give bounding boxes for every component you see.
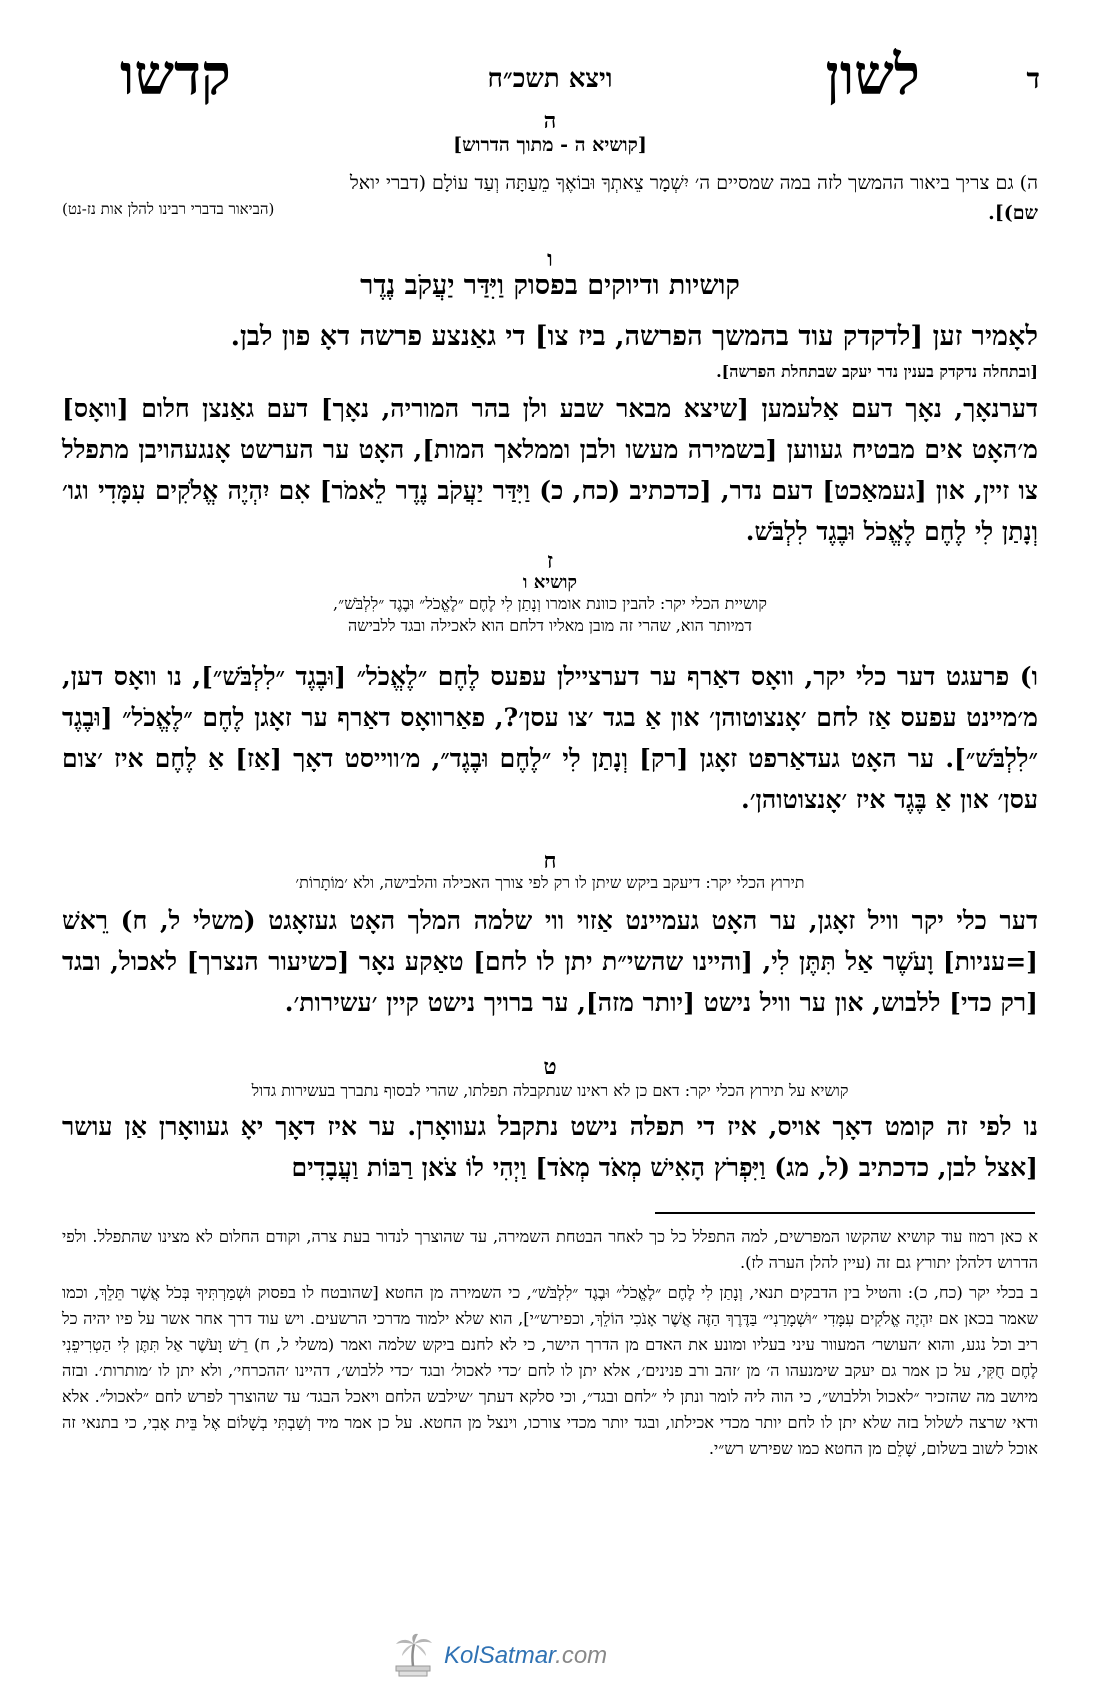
section-v-body — [62, 316, 1038, 552]
section-z-head — [62, 572, 1038, 637]
footnote-a: א כאן רמוז עוד קושיא שהקשו המפרשים, למה התפלל כל כך לאחר הבטחת השמירה, עד שהוצרך לנדור בעת צרה, וקודם החלום לא מצינו שהתפלל. ולפי הדרוש דלהלן יתורץ גם זה (עיין להלן הערה לז). — [62, 1227, 1038, 1272]
section-h-line2-left: (הביאור בדברי רבינו להלן אות נז-נט) — [62, 200, 275, 218]
section-h-subtitle-text: [קושיא ה - מתוך הדרוש] — [453, 134, 647, 156]
section-letter-t: ט — [543, 1054, 557, 1080]
section-t-subtitle: קושיא על תירוץ הכלי יקר: דאם כן לא ראינו שנתקבלה תפלתו, שהרי לבסוף נתברך בעשירות גדול — [251, 1081, 849, 1100]
section-v-p2: דערנאָך, נאָך דעם אַלעמען [שיצא מבאר שבע ולן בהר המוריה, נאָך] דעם גאַנצן חלום [וואָס] מ׳האָט אים מבטיח געווען [בשמירה מעשו ולבן וממלאך המות], האָט ער הערשט אָנגעהויבן מתפלל צו זיין, און [געמאַכט] דעם נדר, [כדכתיב (כח, כ) וַיִּדַּר יַעֲקֹב נֶדֶר לֵאמֹר] אִם יִהְיֶה אֱלֹקִים עִמָּדִי וגו׳ וְנָתַן לִי לֶחֶם לֶאֱכֹל וּבֶגֶד לִלְבֹּשׁ. — [62, 394, 1038, 546]
section-ch-subtitle: תירוץ הכלי יקר: דיעקב ביקש שיתן לו רק לפי צורך האכילה והלבישה, ולא ׳מוֹתָרוֹת׳ — [295, 873, 805, 892]
section-ch-body: דער כלי יקר וויל זאָגן, ער האָט געמיינט אַזוי ווי שלמה המלך האָט געזאָגט (משלי ל, ח) רֵאשׁ [=עניות] וָעֹשֶׁר אַל תִּתֶּן לִי, [והיינו שהשי״ת יתן לו לחם] טאַקע נאָר [כשיעור הנצרך] לאכול, ובגד [רק כדי] ללבוש, און ער וויל נישט [יותר מזה], ער ברויך נישט קיין ׳עשירות׳. — [62, 906, 1038, 1017]
section-t-body: נו לפי זה קומט דאָך אויס, איז די תפלה נישט נתקבל געוואָרן. ער איז דאָך יאָ געוואָרן אַן עושר [אצל לבן, כדכתיב (ל, מג) וַיִּפְרֹץ הָאִישׁ מְאֹד מְאֹד] וַיְהִי לוֹ צֹאן רַבּוֹת וַעֲבָדִים — [62, 1112, 1038, 1182]
section-h-line1: ה) גם צריך ביאור ההמשך לזה במה שמסיים ה׳ יִשְׁמָר צֵאתְךָ וּבוֹאֶךָ מֵעַתָּה וְעַד עוֹלָם (דברי יואל — [349, 172, 1038, 194]
page-number: ד — [1026, 62, 1040, 95]
section-v-p1: לאָמיר זען [לדקדק עוד בהמשך הפרשה, ביז צו] די גאַנצע פרשה דאָ פון לבן. — [230, 321, 1038, 352]
section-z-body: ו) פרעגט דער כלי יקר, וואָס דאַרף ער דערציילן עפעס לֶחֶם ״לֶאֱכֹל״ [וּבֶגֶד ״לִלְבֹּשׁ״], נו וואָס דען, מ׳מיינט עפעס אַז לחם ׳אָנצוטוהן׳ און אַ בגד ׳צו עסן׳?, פאַרוואָס דאַרף ער זאָגן לֶחֶם ״לֶאֱכֹל״ [וּבֶגֶד ״לִלְבֹּשׁ״]. ער האָט געדאַרפט זאָגן [רק] וְנָתַן לִי ״לֶחֶם וּבֶגֶד״, מ׳ווייסט דאָך [אַז] אַ לֶחֶם איז ׳צום עסן׳ און אַ בֶּגֶד איז ׳אָנצוטוהן׳. — [62, 662, 1038, 814]
section-h-line2-right: שם)]. — [988, 202, 1038, 224]
section-letter-ch: ח — [543, 848, 557, 874]
section-letter-v: ו — [547, 246, 553, 272]
section-z-subtitle: קושיא ו — [522, 572, 578, 593]
footnotes — [62, 1224, 1038, 1462]
section-letter-h: ה — [543, 108, 557, 134]
kolsatmar-logo[interactable] — [390, 1630, 607, 1682]
running-title-left: קדשו — [120, 45, 231, 107]
section-h-line2 — [62, 198, 1038, 228]
section-z-note2: דמיותר הוא, שהרי זה מובן מאליו דלחם הוא לאכילה ובגד ללבישה — [348, 616, 752, 635]
running-title-right: לשון — [825, 45, 920, 107]
brand-text: KolSatmar — [444, 1642, 556, 1669]
section-h-body — [62, 168, 1038, 228]
footnote-separator — [655, 1212, 1035, 1214]
section-letter-z: ז — [546, 548, 554, 574]
section-h-subtitle — [62, 134, 1038, 157]
parsha-label: ויצא תשכ״ח — [487, 64, 613, 94]
footnote-b: ב בכלי יקר (כח, כ): והטיל בין הדבקים תנאי, וְנָתַן לִי לֶחֶם ״לֶאֱכֹל״ וּבֶגֶד ״לִלְבֹּשׁ״, כי השמירה מן החטא [שהובטח לו בפסוק וּשְׁמַרְתִּיךָ בְּכֹל אֲשֶׁר תֵּלֵךְ, וכמו שאמר בכאן אם יִהְיֶה אֱלֹקִים עִמָּדִי ״וּשְׁמָרַנִי״ בַּדֶּרֶךְ הַזֶּה אֲשֶׁר אָנֹכִי הוֹלֵךְ, וכפירש״י], הוא שלא ילמוד מדרכי הרשעים. ויש עוד דרך אחר אשר על פיו יהיה כל ריב וכל נגע, והוא ׳העושר׳ המעוור עיני בעליו ומונע את האדם מן הדרך הישר, כי לא לחנם ביקש שלמה ואמר (משלי ל, ח) רֵשׁ וָעֹשֶׁר אַל תִּתֶּן לִי הַטְרִיפֵנִי לֶחֶם חֻקִּי, על כן אמר גם יעקב שימנעהו ה׳ מן ׳זהב ורב פנינים׳, אלא יתן לו לחם ׳כדי לאכול׳ ובגד ׳כדי ללבוש׳, דהיינו ׳ההכרחי׳, ולא יתן לו ׳מותרות׳. ובזה מיושב מה שהזכיר ״לאכול וללבוש״, כי הוה ליה לומר ונתן לי ״לחם ובגד״, וכי סלקא דעתך ׳שילבש הלחם ויאכל הבגד׳ עד שהוצרך לפרש לחם ״לאכול״. אלא ודאי שרצה לשלול בזה שלא יתן לו לחם יותר מכדי אכילתו, ובגד יותר מכדי צורכו, וינצל מן החטא. על כן אמר מיד וְשַׁבְתִּי בְשָׁלוֹם אֶל בֵּית אָבִי, כי בתנאי זה אוכל לשוב בשלום, שָׁלֵם מן החטא כמו שפירש רש״י. — [62, 1283, 1038, 1458]
page-header — [60, 44, 1040, 114]
section-z-note1: קושיית הכלי יקר: להבין כוונת אומרו וְנָתַן לִי לֶחֶם ״לֶאֱכֹל״ וּבֶגֶד ״לִלְבֹּשׁ״, — [333, 594, 767, 613]
brand-domain: .com — [555, 1642, 608, 1669]
section-v-title: קושיות ודיוקים בפסוק וַיִּדַּר יַעֲקֹב נֶדֶר — [360, 270, 740, 301]
palm-tree-books-icon — [390, 1632, 436, 1680]
section-v-p1-note: [ובתחלה נדקדק בענין נדר יעקב שבתחלת הפרשה]. — [716, 362, 1038, 381]
brand-name — [444, 1642, 607, 1670]
